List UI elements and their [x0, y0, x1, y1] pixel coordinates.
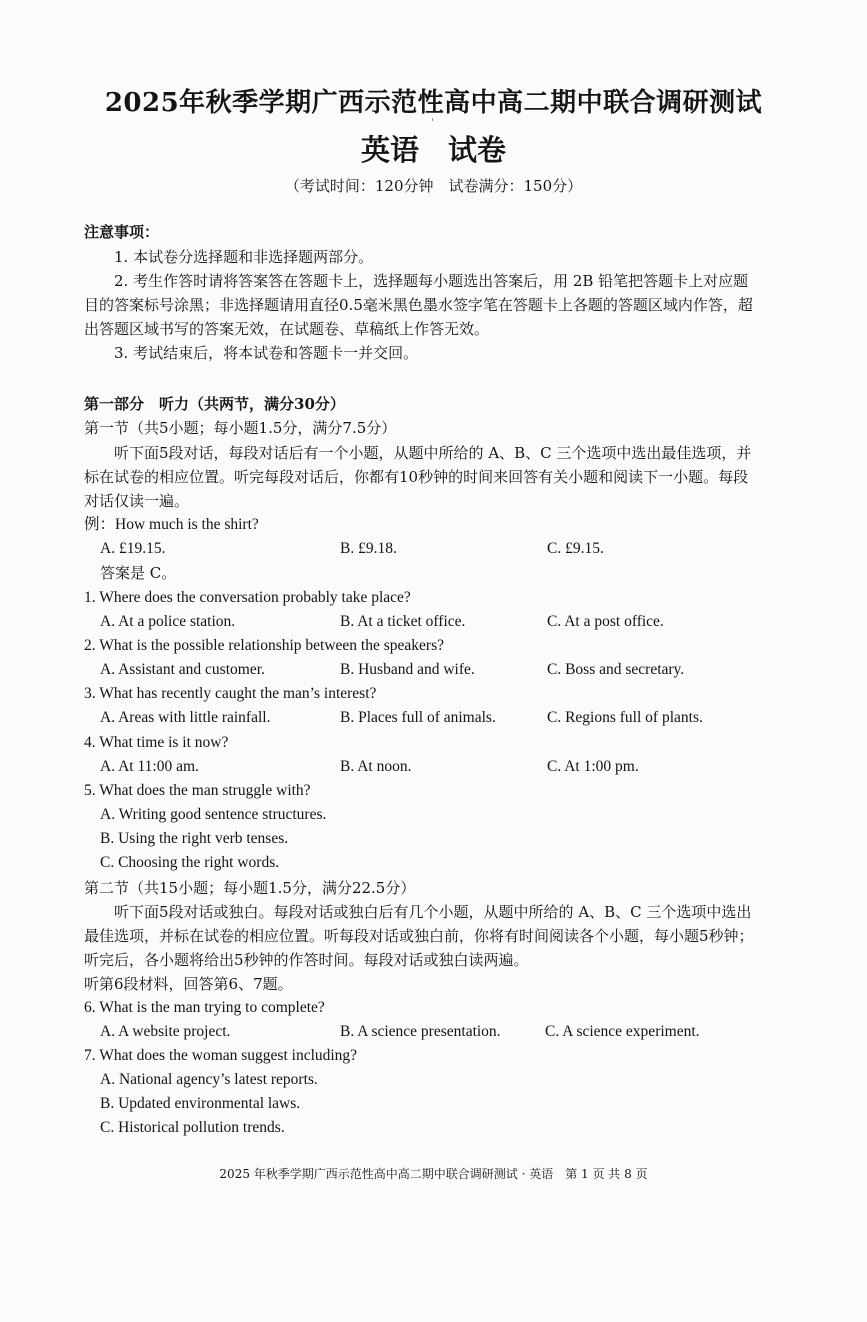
part1-heading: 第一部分 听力（共两节，满分30分） [84, 395, 345, 413]
q2-option-c: C. Boss and secretary. [547, 661, 685, 678]
example-answer: 答案是 C。 [100, 564, 177, 582]
question-6: 6. What is the man trying to complete? [84, 999, 325, 1016]
q6-option-b: B. A science presentation. [340, 1023, 501, 1040]
q5-option-a: A. Writing good sentence structures. [100, 806, 327, 823]
question-7: 7. What does the woman suggest including? [84, 1047, 358, 1064]
question-2: 2. What is the possible relationship between the speakers? [84, 637, 444, 654]
notes-item-3: 3. 考试结束后，将本试卷和答题卡一并交回。 [114, 344, 419, 362]
q7-option-c: C. Historical pollution trends. [100, 1119, 285, 1136]
example-option-b: B. £9.18. [340, 540, 397, 557]
q5-option-b: B. Using the right verb tenses. [100, 830, 289, 847]
example-question: 例：How much is the shirt? [84, 516, 259, 533]
section1-instr-line1: 听下面5段对话，每段对话后有一个小题，从题中所给的 A、B、C 三个选项中选出最佳选项，并 [114, 444, 752, 462]
section2-instr-line1: 听下面5段对话或独白。每段对话或独白后有几个小题，从题中所给的 A、B、C 三个选项中选出 [114, 903, 752, 921]
section1-instr-line3: 对话仅读一遍。 [84, 492, 190, 510]
section1-instr-line2: 标在试卷的相应位置。听完每段对话后，你都有10秒钟的时间来回答有关小题和阅读下一小题。每段 [84, 468, 749, 486]
q1-option-a: A. At a police station. [100, 613, 236, 630]
section2-instr-line3: 听完后，各小题将给出5秒钟的作答时间。每段对话或独白读两遍。 [84, 951, 529, 969]
q2-option-b: B. Husband and wife. [340, 661, 475, 678]
q1-option-b: B. At a ticket office. [340, 613, 466, 630]
notes-item-2-line1: 2. 考生作答时请将答案答在答题卡上，选择题每小题选出答案后，用 2B 铅笔把答题卡上对应题 [114, 272, 749, 290]
notes-item-1: 1. 本试卷分选择题和非选择题两部分。 [114, 248, 374, 266]
q1-option-c: C. At a post office. [547, 613, 664, 630]
q3-option-a: A. Areas with little rainfall. [100, 709, 271, 726]
q4-option-b: B. At noon. [340, 758, 412, 775]
section2-instr-line2: 最佳选项，并标在试卷的相应位置。听每段对话或独白前，你将有时间阅读各个小题，每小题5秒钟； [84, 927, 754, 945]
question-4: 4. What time is it now? [84, 734, 229, 751]
q3-option-c: C. Regions full of plants. [547, 709, 703, 726]
example-option-c: C. £9.15. [547, 540, 604, 557]
example-option-a: A. £19.15. [100, 540, 166, 557]
q5-option-c: C. Choosing the right words. [100, 854, 280, 871]
q7-option-b: B. Updated environmental laws. [100, 1095, 301, 1112]
q4-option-c: C. At 1:00 pm. [547, 758, 639, 775]
material-6-heading: 听第6段材料，回答第6、7题。 [84, 975, 293, 993]
q6-option-a: A. A website project. [100, 1023, 231, 1040]
notes-item-2-line2: 目的答案标号涂黑；非选择题请用直径0.5毫米黑色墨水签字笔在答题卡上各题的答题区域内作答，超 [84, 296, 753, 314]
exam-info: （考试时间：120分钟 试卷满分：150分） [284, 177, 583, 195]
exam-title: 2025年秋季学期广西示范性高中高二期中联合调研测试 [104, 88, 763, 118]
section2-heading: 第二节（共15小题；每小题1.5分，满分22.5分） [84, 879, 416, 897]
section1-heading: 第一节（共5小题；每小题1.5分，满分7.5分） [84, 419, 397, 437]
title-dot [432, 118, 433, 121]
q2-option-a: A. Assistant and customer. [100, 661, 265, 678]
q7-option-a: A. National agency’s latest reports. [100, 1071, 318, 1088]
question-3: 3. What has recently caught the man’s interest? [84, 685, 377, 702]
q4-option-a: A. At 11:00 am. [100, 758, 199, 775]
q6-option-c: C. A science experiment. [545, 1023, 700, 1040]
page-footer: 2025 年秋季学期广西示范性高中高二期中联合调研测试 · 英语 第 1 页 共 8 页 [219, 1167, 648, 1181]
question-5: 5. What does the man struggle with? [84, 782, 311, 799]
notes-item-2-line3: 出答题区域书写的答案无效，在试题卷、草稿纸上作答无效。 [84, 320, 490, 338]
q3-option-b: B. Places full of animals. [340, 709, 496, 726]
subject-title: 英语 试卷 [360, 133, 506, 167]
notes-heading: 注意事项： [84, 223, 160, 241]
question-1: 1. Where does the conversation probably take place? [84, 589, 411, 606]
